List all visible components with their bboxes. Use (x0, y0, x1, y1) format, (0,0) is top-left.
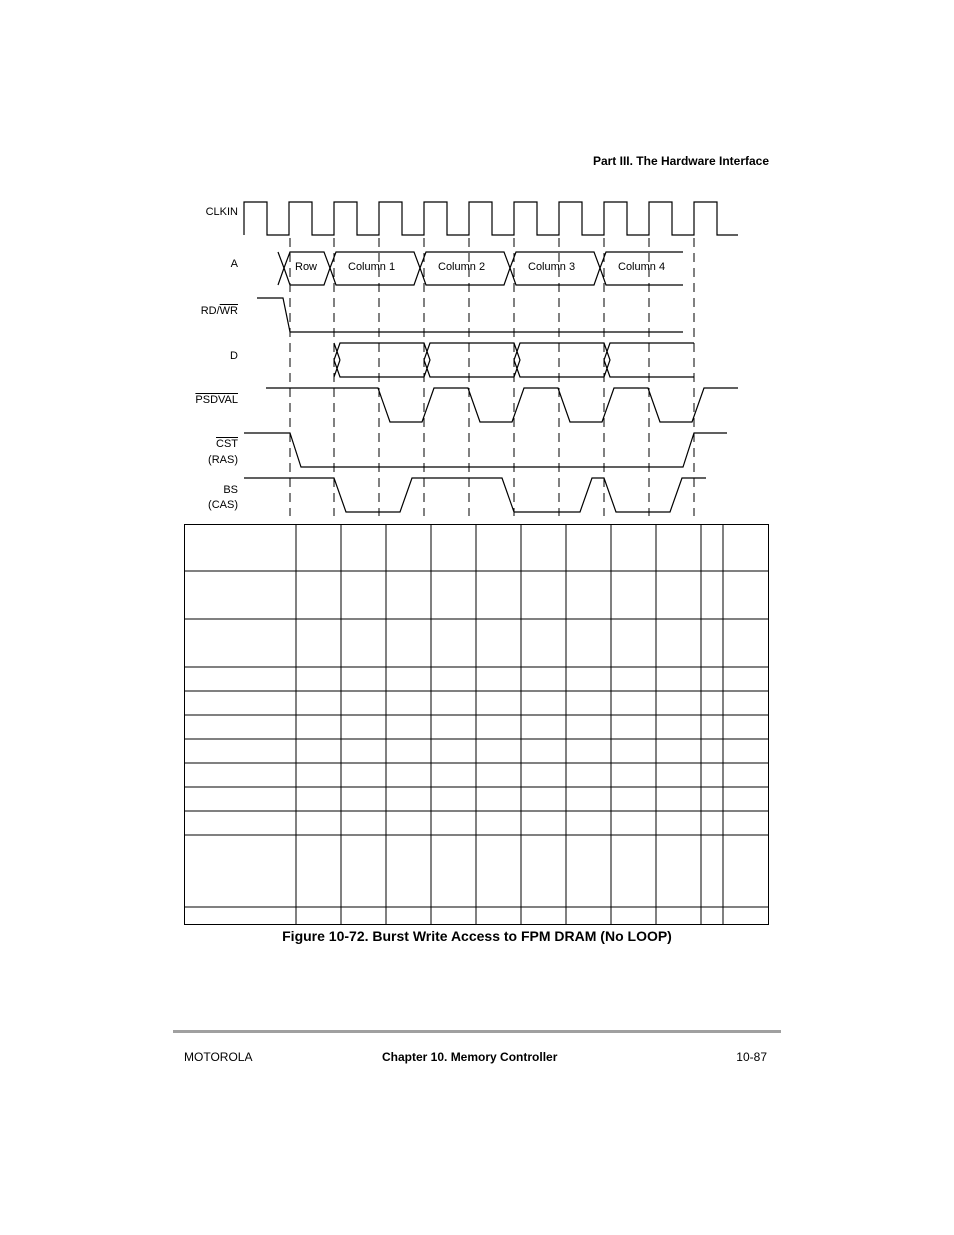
upm-table-grid (184, 524, 770, 926)
footer-chapter: Chapter 10. Memory Controller (382, 1050, 558, 1064)
cst-waveform (244, 433, 727, 467)
footer-rule (173, 1030, 781, 1033)
address-phase-column-2: Column 2 (438, 261, 486, 273)
signal-label-psdval: PSDVAL (195, 394, 238, 406)
address-phase-column-1: Column 1 (348, 261, 396, 273)
rdwr-read-part: RD/ (200, 305, 220, 317)
rdwr-write-part: $\overline{WR}$ (219, 305, 238, 317)
signal-label-cst: $\overline{CST}$ (216, 438, 238, 450)
figure-caption: Figure 10-72. Burst Write Access to FPM DRAM (No LOOP) (282, 928, 672, 944)
signal-label-ras: (RAS) (208, 454, 238, 466)
address-phase-column-3: Column 3 (528, 261, 576, 273)
footer-page-number: 10-87 (736, 1050, 767, 1064)
footer-company: MOTOROLA (184, 1050, 253, 1064)
address-phase-row: Row (295, 261, 318, 273)
signal-label-clkin: CLKIN (205, 206, 238, 218)
signal-label-bs: BS (223, 484, 238, 496)
rdwr-waveform (257, 298, 683, 332)
clkin-waveform (244, 202, 738, 235)
signal-label-d: D (230, 350, 238, 362)
signal-label-cas: (CAS) (208, 499, 238, 511)
bs-waveform (244, 478, 706, 512)
psdval-waveform (266, 388, 738, 422)
running-header: Part III. The Hardware Interface (592, 154, 769, 168)
address-phase-column-4: Column 4 (618, 261, 666, 273)
signal-label-a: A (230, 258, 238, 270)
